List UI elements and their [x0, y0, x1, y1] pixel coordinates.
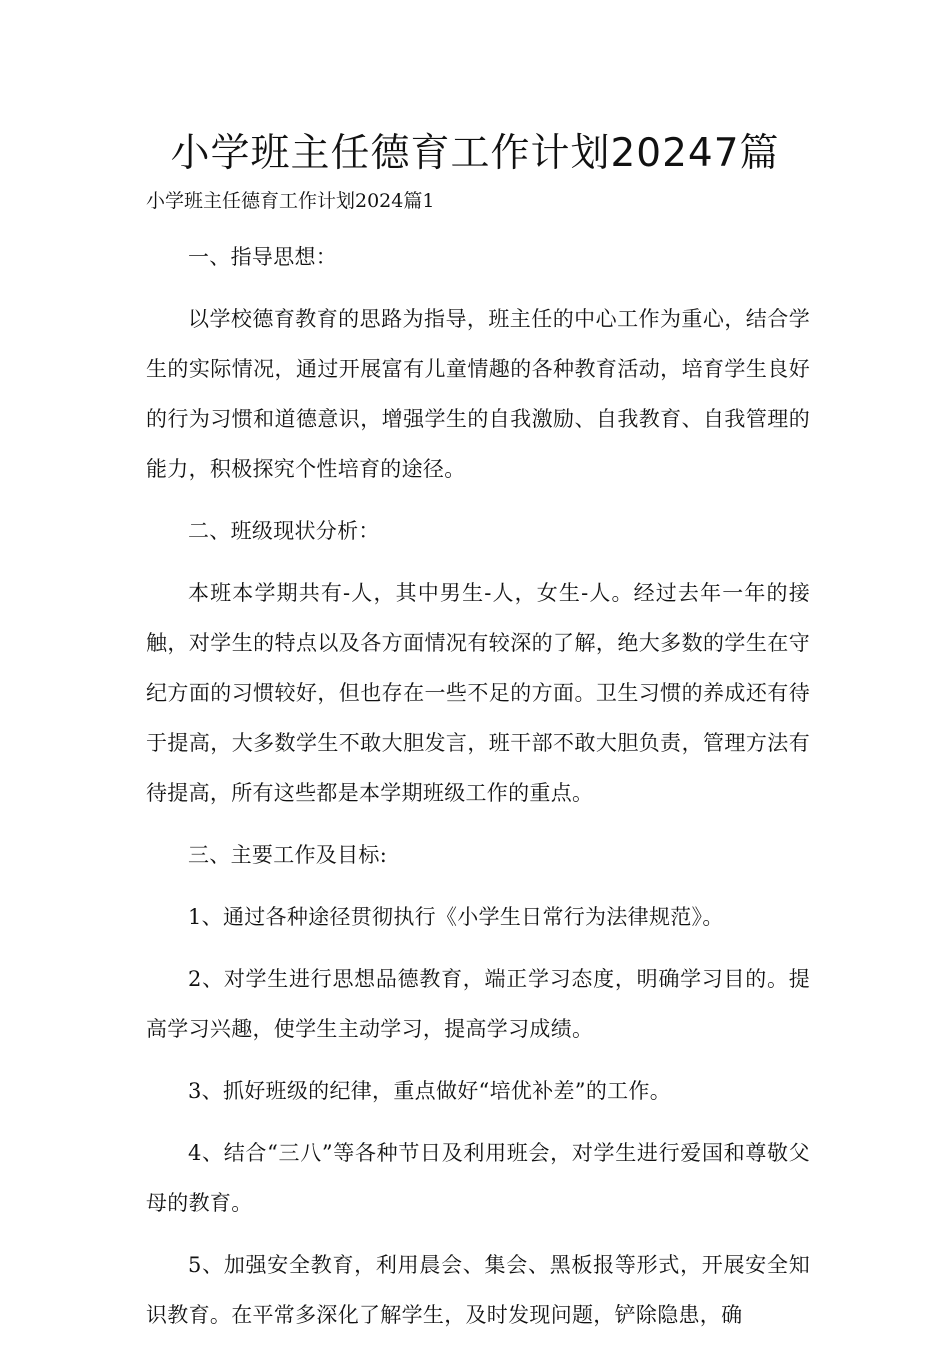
document-title: 小学班主任德育工作计划20247篇	[170, 131, 780, 176]
heading-class-analysis: 二、班级现状分析：	[188, 519, 380, 543]
list-item-1: 1、通过各种途径贯彻执行《小学生日常行为法律规范》。	[188, 905, 724, 929]
document-body	[146, 232, 810, 1352]
list-item-2: 2、对学生进行思想品德教育，端正学习态度，明确学习目的。提高学习兴趣，使学生主动学习，提高学习成绩。	[146, 967, 810, 1041]
list-item-4: 4、结合“三八”等各种节日及利用班会，对学生进行爱国和尊敬父母的教育。	[146, 1141, 810, 1215]
heading-main-work: 三、主要工作及目标:	[188, 843, 388, 867]
heading-guiding-thought: 一、指导思想：	[188, 245, 338, 269]
list-item-5: 5、加强安全教育，利用晨会、集会、黑板报等形式，开展安全知识教育。在平常多深化了解学生，及时发现问题，铲除隐患，确	[146, 1253, 810, 1327]
paragraph-class-analysis: 本班本学期共有-人，其中男生-人，女生-人。经过去年一年的接触，对学生的特点以及各方面情况有较深的了解，绝大多数的学生在守纪方面的习惯较好，但也存在一些不足的方面。卫生习惯的养成还有待于提高，大多数学生不敢大胆发言，班干部不敢大胆负责，管理方法有待提高，所有这些都是本学期班级工作的重点。	[146, 581, 810, 805]
document-subtitle: 小学班主任德育工作计划2024篇1	[146, 190, 435, 212]
list-item-3: 3、抓好班级的纪律，重点做好“培优补差”的工作。	[188, 1079, 672, 1103]
paragraph-guiding-thought: 以学校德育教育的思路为指导，班主任的中心工作为重心，结合学生的实际情况，通过开展富有儿童情趣的各种教育活动，培育学生良好的行为习惯和道德意识，增强学生的自我激励、自我教育、自我管理的能力，积极探究个性培育的途径。	[146, 307, 810, 481]
